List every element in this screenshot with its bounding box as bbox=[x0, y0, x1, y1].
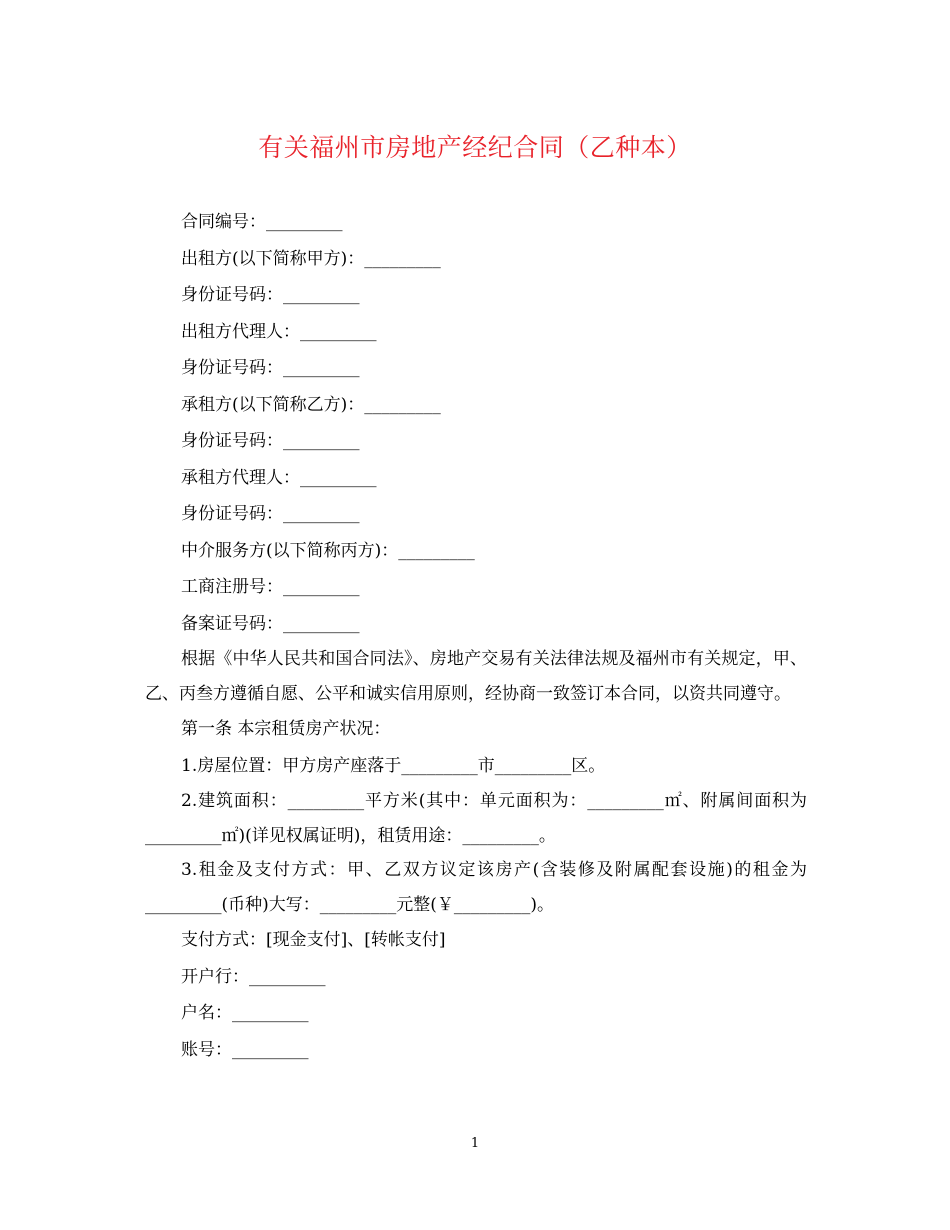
article-1-item-1: 1.房屋位置：甲方房产座落于_________市_________区。 bbox=[181, 755, 606, 776]
intermediary-field: 中介服务方(以下简称丙方)：_________ bbox=[181, 540, 475, 561]
preamble-paragraph: 根据《中华人民共和国合同法》、房地产交易有关法律法规及福州市有关规定，甲、乙、丙叁方遵循自愿、公平和诚实信用原则，经协商一致签订本合同，以资共同遵守。 bbox=[145, 649, 807, 704]
account-number-field: 账号：_________ bbox=[181, 1039, 309, 1060]
bank-field: 开户行：_________ bbox=[181, 966, 326, 987]
document-title: 有关福州市房地产经纪合同（乙种本） bbox=[258, 133, 692, 162]
lessor-agent-field: 出租方代理人：_________ bbox=[181, 321, 377, 342]
lessor-field: 出租方(以下简称甲方)：_________ bbox=[181, 248, 441, 269]
lessee-agent-id-field: 身份证号码：_________ bbox=[181, 504, 360, 524]
contract-body bbox=[145, 204, 807, 1068]
page-number: 1 bbox=[470, 1136, 480, 1151]
lessee-agent-field: 承租方代理人：_________ bbox=[181, 467, 377, 488]
lessor-agent-id-field: 身份证号码：_________ bbox=[181, 358, 360, 378]
lessor-id-field: 身份证号码：_________ bbox=[181, 285, 360, 305]
filing-number-field: 备案证号码：_________ bbox=[181, 613, 360, 634]
business-registration-field: 工商注册号：_________ bbox=[181, 577, 360, 597]
account-name-field: 户名：_________ bbox=[181, 1003, 309, 1023]
article-1-heading: 第一条 本宗租赁房产状况： bbox=[181, 719, 391, 739]
lessee-field: 承租方(以下简称乙方)：_________ bbox=[181, 394, 441, 415]
payment-method-line: 支付方式：[现金支付]、[转帐支付] bbox=[181, 930, 446, 950]
lessee-id-field: 身份证号码：_________ bbox=[181, 431, 360, 451]
contract-number-field: 合同编号：_________ bbox=[181, 212, 343, 232]
article-1-item-2: 2.建筑面积：_________平方米(其中：单元面积为：_________㎡、附属间面积为_________㎡)(详见权属证明)，租赁用途：_________。 bbox=[145, 791, 807, 846]
article-1-item-3: 3.租金及支付方式：甲、乙双方议定该房产(含装修及附属配套设施)的租金为_________(币种)大写：_________元整(￥_________)。 bbox=[145, 860, 807, 915]
